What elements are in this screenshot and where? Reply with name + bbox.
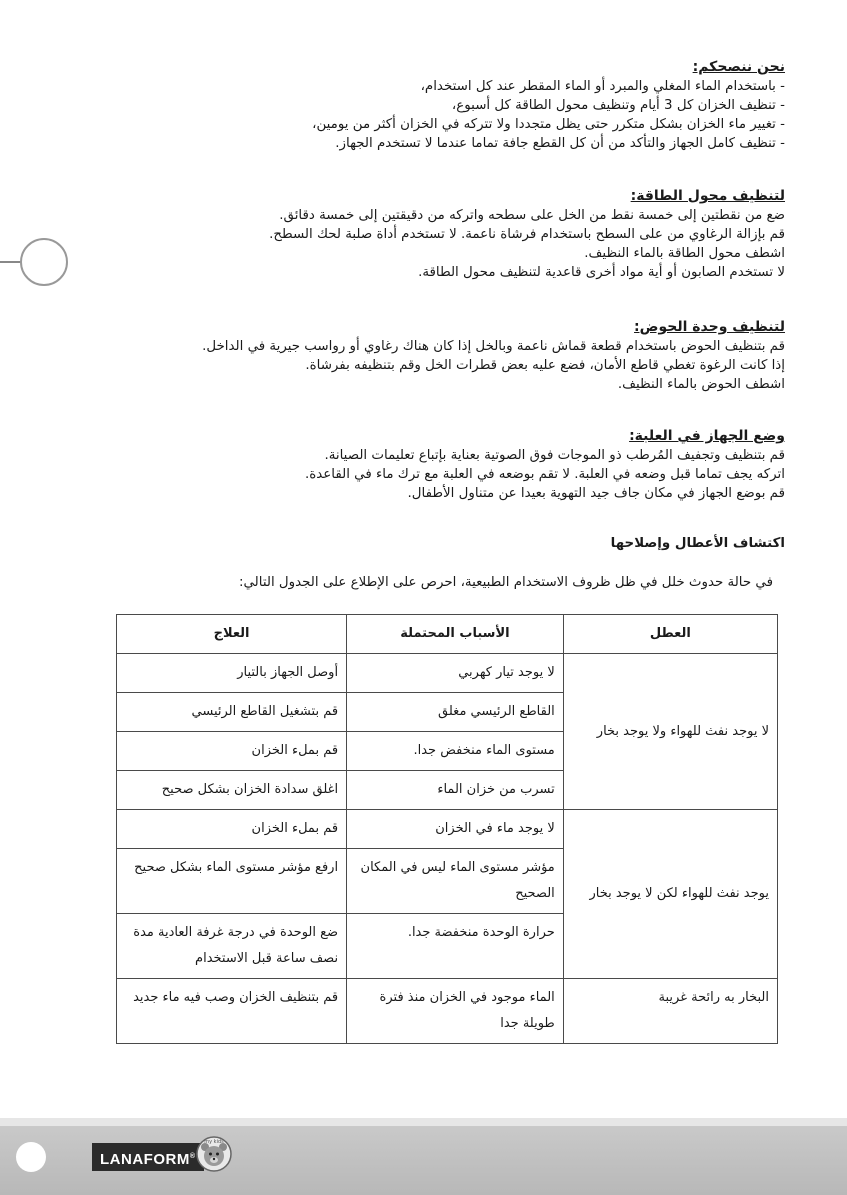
- header-fault: العطل: [563, 615, 777, 654]
- advice-line: - تنظيف كامل الجهاز والتأكد من أن كل القطع جافة تماما عندما لا تستخدم الجهاز.: [335, 136, 785, 151]
- advice-line: - تغيير ماء الخزان بشكل متكرر حتى يظل متجددا ولا تتركه في الخزان أكثر من يومين،: [312, 117, 785, 132]
- storage-title: وضع الجهاز في العلبة:: [629, 428, 785, 444]
- basin-line: إذا كانت الرغوة تغطي قاطع الأمان، فضع عليه بعض قطرات الخل وقم بتنظيفه بفرشاة.: [305, 358, 785, 373]
- transducer-line: اشطف محول الطاقة بالماء النظيف.: [584, 246, 785, 261]
- cause-cell: الماء موجود في الخزان منذ فترة طويلة جدا: [347, 979, 564, 1044]
- bear-mascot-icon: [196, 1136, 232, 1172]
- header-fix: العلاج: [117, 615, 347, 654]
- fix-cell: أوصل الجهاز بالتيار: [117, 654, 347, 693]
- cause-cell: لا يوجد تيار كهربي: [347, 654, 564, 693]
- page-tab-marker: [0, 238, 66, 286]
- troubleshooting-intro: في حالة حدوث خلل في ظل ظروف الاستخدام الطبيعية، احرص على الإطلاع على الجدول التالي:: [238, 575, 773, 590]
- transducer-line: لا تستخدم الصابون أو أية مواد أخرى قاعدية لتنظيف محول الطاقة.: [418, 265, 785, 280]
- transducer-line: ضع من نقطتين إلى خمسة نقط من الخل على سطحه واتركه من دقيقتين إلى خمسة دقائق.: [279, 208, 785, 223]
- table-row: [117, 810, 778, 849]
- table-row: [117, 654, 778, 693]
- fix-cell: ارفع مؤشر مستوى الماء بشكل صحيح: [117, 849, 347, 914]
- basin-title: لتنظيف وحدة الحوض:: [634, 319, 785, 335]
- fix-cell: قم بتشغيل القاطع الرئيسي: [117, 693, 347, 732]
- advice-section: [85, 58, 785, 153]
- table-row: [117, 979, 778, 1044]
- cause-cell: مستوى الماء منخفض جدا.: [347, 732, 564, 771]
- advice-title: نحن ننصحكم:: [692, 59, 785, 75]
- storage-line: اتركه يجف تماما قبل وضعه في العلبة. لا تقم بوضعه في العلبة مع ترك ماء في القاعدة.: [304, 467, 785, 482]
- brand-name: LANAFORM: [100, 1151, 190, 1168]
- page-number-dot: [16, 1142, 46, 1172]
- basin-line: قم بتنظيف الحوض باستخدام قطعة قماش ناعمة وبالخل إذا كان هناك رغاوي أو رواسب جيرية في الداخل.: [202, 339, 785, 354]
- fault-cell: يوجد نفث للهواء لكن لا يوجد بخار: [563, 810, 777, 979]
- fix-cell: قم بملء الخزان: [117, 810, 347, 849]
- brand-registered-mark: ®: [189, 1153, 196, 1160]
- basin-line: اشطف الحوض بالماء النظيف.: [617, 377, 785, 392]
- brand-logo: [92, 1143, 204, 1171]
- transducer-line: قم بإزالة الرغاوي من على السطح باستخدام فرشاة ناعمة. لا تستخدم أداة صلبة لحك السطح.: [269, 227, 785, 242]
- troubleshooting-heading: اكتشاف الأعطال وإصلاحها: [610, 536, 785, 551]
- troubleshooting-table: [116, 614, 778, 1044]
- transducer-section: [85, 187, 785, 282]
- advice-line: - باستخدام الماء المغلي والمبرد أو الماء المقطر عند كل استخدام،: [420, 79, 785, 94]
- fix-cell: اغلق سدادة الخزان بشكل صحيح: [117, 771, 347, 810]
- storage-line: قم بتنظيف وتجفيف المُرطب ذو الموجات فوق الصوتية بعناية بإتباع تعليمات الصيانة.: [324, 448, 785, 463]
- storage-section: [85, 427, 785, 503]
- sub-brand-label: my kids: [204, 1139, 224, 1145]
- fix-cell: قم بملء الخزان: [117, 732, 347, 771]
- fix-cell: ضع الوحدة في درجة غرفة العادية مدة نصف ساعة قبل الاستخدام: [117, 914, 347, 979]
- cause-cell: مؤشر مستوى الماء ليس في المكان الصحيح: [347, 849, 564, 914]
- cause-cell: القاطع الرئيسي مغلق: [347, 693, 564, 732]
- cause-cell: لا يوجد ماء في الخزان: [347, 810, 564, 849]
- transducer-title: لتنظيف محول الطاقة:: [630, 188, 785, 204]
- storage-line: قم بوضع الجهاز في مكان جاف جيد التهوية بعيدا عن متناول الأطفال.: [407, 486, 785, 501]
- table-header-row: [117, 615, 778, 654]
- cause-cell: حرارة الوحدة منخفضة جدا.: [347, 914, 564, 979]
- fault-cell: لا يوجد نفث للهواء ولا يوجد بخار: [563, 654, 777, 810]
- fault-cell: البخار به رائحة غريبة: [563, 979, 777, 1044]
- header-cause: الأسباب المحتملة: [347, 615, 564, 654]
- advice-line: - تنظيف الخزان كل 3 أيام وتنظيف محول الطاقة كل أسبوع،: [451, 98, 785, 113]
- basin-section: [85, 318, 785, 394]
- fix-cell: قم بتنظيف الخزان وصب فيه ماء جديد: [117, 979, 347, 1044]
- cause-cell: تسرب من خزان الماء: [347, 771, 564, 810]
